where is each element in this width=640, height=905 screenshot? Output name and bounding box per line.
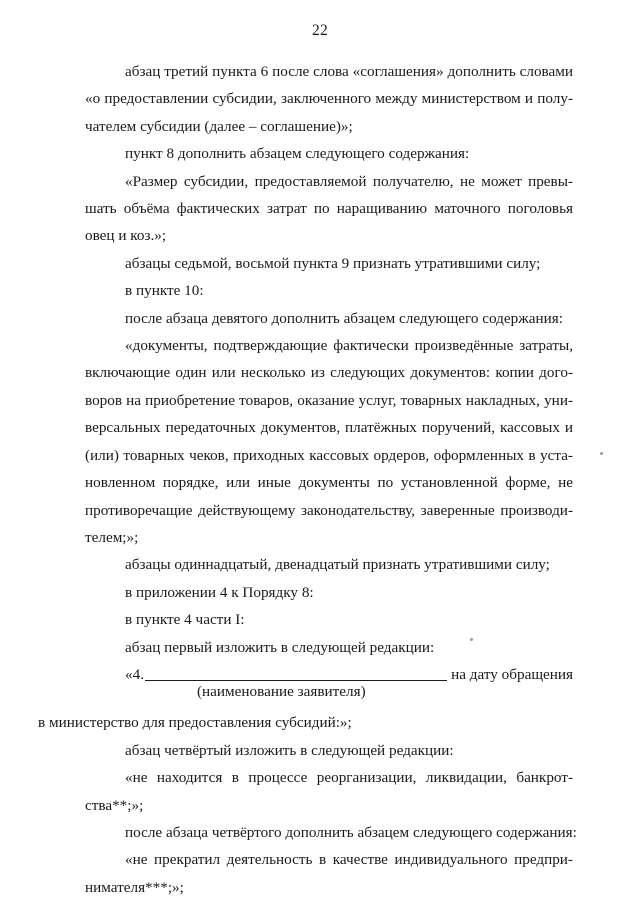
- text-line: «о предоставлении субсидии, заключенного между министерством и полу-: [85, 90, 573, 108]
- text-line: шать объёма фактических затрат по наращиванию маточного поголовья: [85, 200, 573, 218]
- paragraph-subsidy-size: [85, 168, 573, 250]
- page-number: 22: [312, 22, 328, 39]
- paragraph-bankruptcy: [85, 764, 573, 819]
- text-line: нимателя***;»;: [85, 878, 184, 896]
- text-line: новленном порядке, или иные документы по установленной форме, не: [85, 474, 573, 492]
- paragraph-p8: [85, 140, 573, 167]
- paragraph-documents: [85, 332, 573, 551]
- scan-speck: [600, 452, 603, 455]
- text-line: (или) товарных чеков, приходных кассовых ордеров, оформленных в уста-: [85, 446, 573, 464]
- text-line: в пункте 10:: [125, 282, 204, 300]
- applicant-name-blank: [145, 680, 447, 681]
- blank-caption: (наименование заявителя): [197, 683, 366, 701]
- blank-tail: на дату обращения: [451, 665, 573, 683]
- text-line: воров на приобретение товаров, оказание услуг, товарных накладных, уни-: [85, 391, 573, 409]
- text-line: ства**;»;: [85, 796, 144, 814]
- text-line: абзац первый изложить в следующей редакции:: [125, 638, 435, 656]
- paragraph-after-ninth: [85, 305, 573, 332]
- text-line: телем;»;: [85, 528, 139, 546]
- paragraph-first-abzac: [85, 634, 573, 661]
- text-line: в приложении 4 к Порядку 8:: [125, 583, 314, 601]
- paragraph-p4-part-1: [85, 606, 573, 633]
- text-line: чателем субсидии (далее – соглашение)»;: [85, 117, 353, 135]
- text-line: абзацы седьмой, восьмой пункта 9 признать утратившими силу;: [125, 254, 541, 272]
- text-line: «не находится в процессе реорганизации, ликвидации, банкрот-: [125, 769, 573, 787]
- text-line: пункт 8 дополнить абзацем следующего содержания:: [125, 145, 470, 163]
- text-line: абзацы одиннадцатый, двенадцатый признать утратившими силу;: [125, 556, 550, 574]
- text-line: версальных передаточных документов, платёжных поручений, кассовых и: [85, 419, 573, 437]
- paragraph-p10: [85, 277, 573, 304]
- text-line: «Размер субсидии, предоставляемой получателю, не может превы-: [125, 172, 573, 190]
- text-line: абзац четвёртый изложить в следующей редакции:: [125, 741, 454, 759]
- paragraph-eleventh-twelfth: [85, 551, 573, 578]
- text-line: противоречащие действующему законодательству, заверенные производи-: [85, 501, 573, 519]
- paragraph-entrepreneur: [85, 846, 573, 901]
- paragraph-amend-p6: [85, 58, 573, 140]
- text-line: после абзаца четвёртого дополнить абзацем следующего содержания:: [125, 823, 577, 841]
- blank-lead: «4.: [125, 665, 144, 683]
- document-body: [38, 58, 577, 901]
- text-line: в министерство для предоставления субсидий:»;: [38, 714, 352, 732]
- scan-speck: [470, 638, 473, 641]
- text-line: в пункте 4 части I:: [125, 611, 245, 629]
- text-line: включающие один или несколько из следующих документов: копии дого-: [85, 364, 573, 382]
- text-line: «документы, подтверждающие фактически произведённые затраты,: [125, 337, 573, 355]
- text-line: после абзаца девятого дополнить абзацем следующего содержания:: [125, 309, 563, 327]
- blank-caption-row: [85, 682, 573, 701]
- paragraph-after-fourth: [85, 819, 577, 846]
- paragraph-fourth-abzac: [85, 737, 573, 764]
- paragraph-blank-continuation: [38, 709, 573, 736]
- paragraph-p9: [85, 250, 573, 277]
- text-line: абзац третий пункта 6 после слова «соглашения» дополнить словами: [125, 63, 573, 80]
- paragraph-appendix-4: [85, 579, 573, 606]
- text-line: «не прекратил деятельность в качестве индивидуального предпри-: [125, 851, 573, 869]
- text-line: овец и коз.»;: [85, 227, 167, 245]
